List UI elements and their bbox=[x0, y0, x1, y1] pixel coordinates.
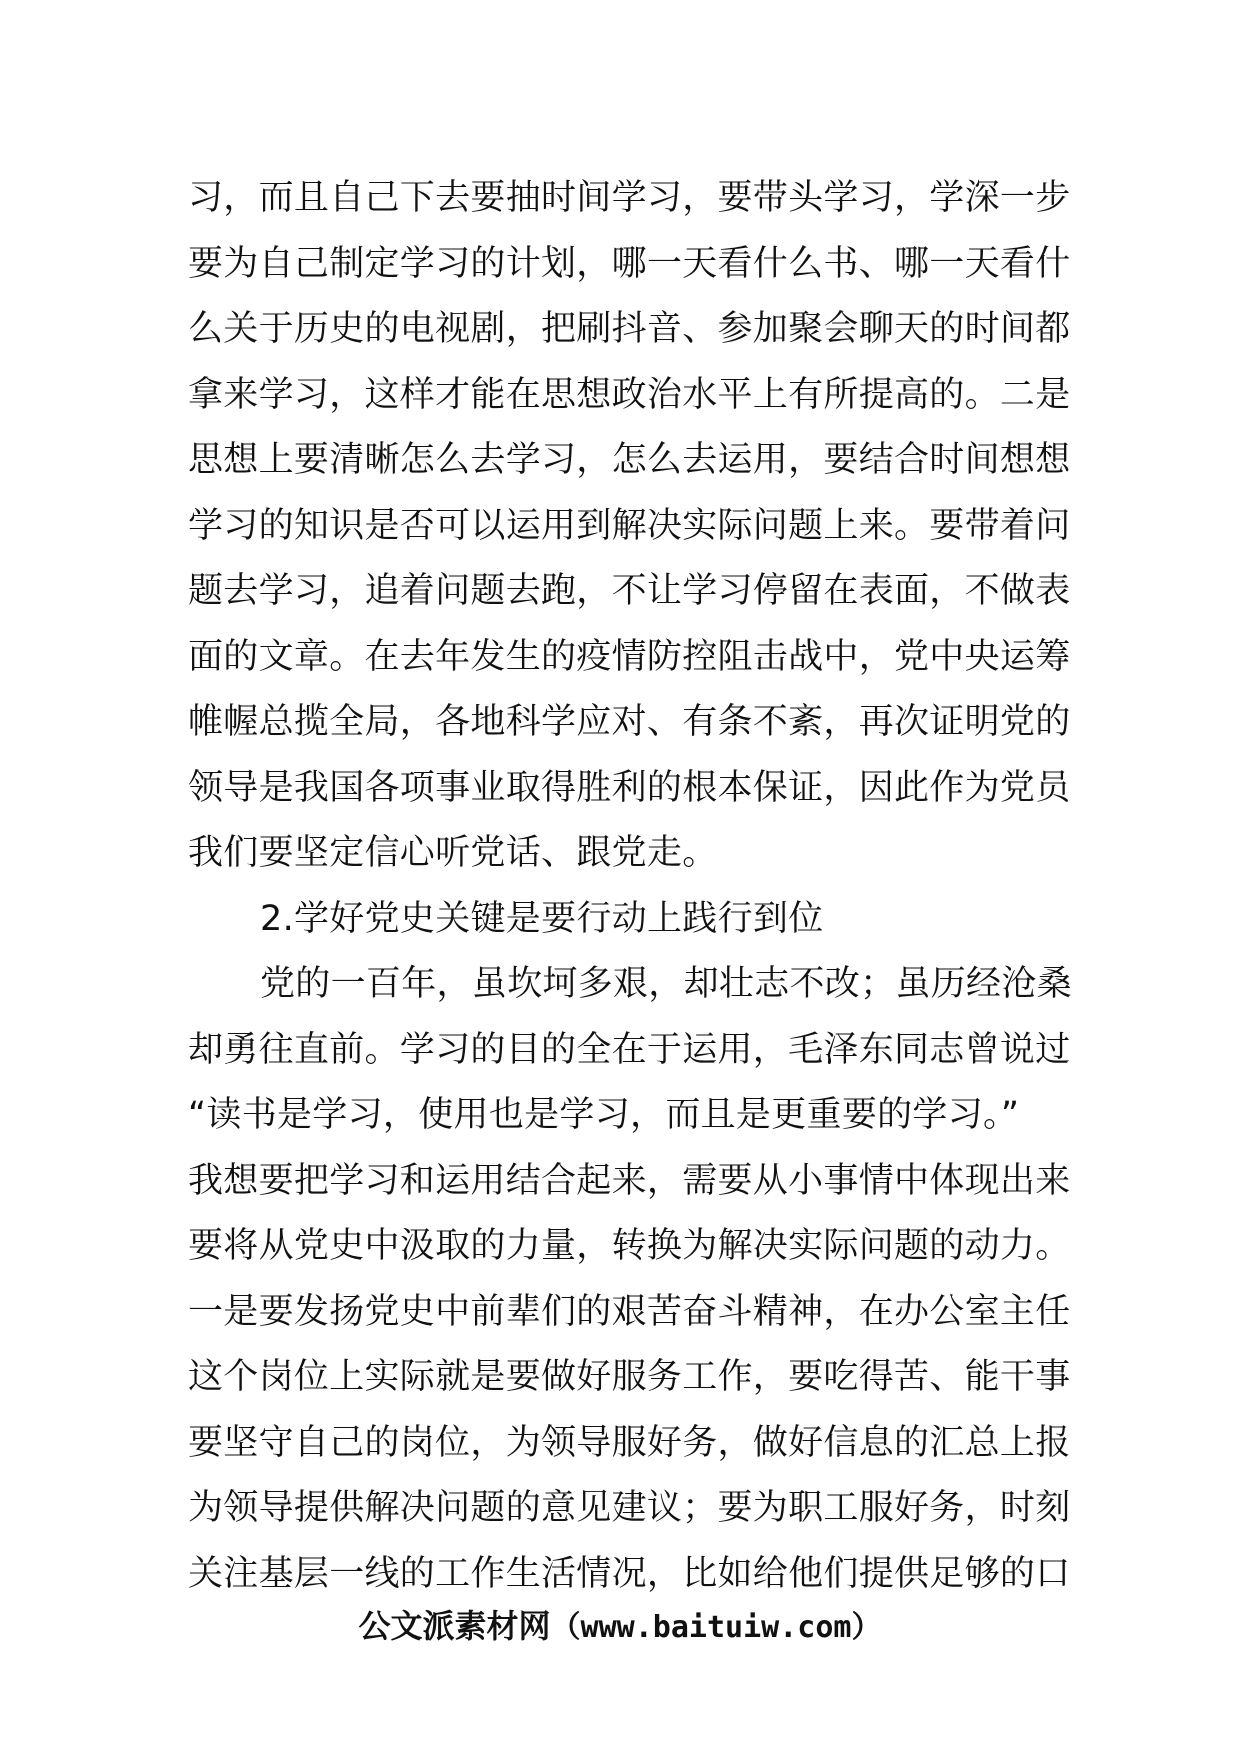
text-line: 拿来学习，这样才能在思想政治水平上有所提高的。二是 bbox=[188, 374, 1071, 415]
footer-site-name: 公文派素材网 bbox=[358, 1607, 551, 1645]
text-line: 却勇往直前。学习的目的全在于运用，毛泽东同志曾说过 bbox=[188, 1029, 1071, 1070]
text-line: 题去学习，追着问题去跑，不让学习停留在表面，不做表 bbox=[188, 571, 1071, 611]
text-line: 党的一百年，虽坎坷多艰，却壮志不改；虽历经沧桑 bbox=[260, 964, 1072, 1004]
text-line: 为领导提供解决问题的意见建议；要为职工服好务，时刻 bbox=[188, 1488, 1071, 1528]
text-line: 我想要把学习和运用结合起来，需要从小事情中体现出来 bbox=[188, 1160, 1071, 1201]
text-line: 关注基层一线的工作生活情况，比如给他们提供足够的口 bbox=[188, 1553, 1071, 1594]
text-line: 要坚守自己的岗位，为领导服好务，做好信息的汇总上报 bbox=[188, 1422, 1071, 1463]
text-line: “读书是学习，使用也是学习，而且是更重要的学习。” bbox=[188, 1095, 1020, 1135]
footer-url: （www.baituiw.com） bbox=[550, 1610, 882, 1645]
text-line: 一是要发扬党史中前辈们的艰苦奋斗精神，在办公室主任 bbox=[188, 1291, 1071, 1332]
body-text bbox=[188, 166, 1072, 1607]
text-line: 习，而且自己下去要抽时间学习，要带头学习，学深一步 bbox=[188, 178, 1071, 218]
text-line: 这个岗位上实际就是要做好服务工作，要吃得苦、能干事 bbox=[188, 1357, 1071, 1397]
page-footer bbox=[0, 1606, 1240, 1648]
text-line: 领导是我国各项事业取得胜利的根本保证，因此作为党员 bbox=[188, 767, 1071, 808]
section-heading: 2.学好党史关键是要行动上践行到位 bbox=[260, 898, 824, 939]
text-line: 思想上要清晰怎么去学习，怎么去运用，要结合时间想想 bbox=[188, 440, 1071, 480]
text-line: 么关于历史的电视剧，把刷抖音、参加聚会聊天的时间都 bbox=[188, 309, 1071, 349]
text-line: 面的文章。在去年发生的疫情防控阻击战中，党中央运筹 bbox=[188, 636, 1071, 677]
text-line: 帷幄总揽全局，各地科学应对、有条不紊，再次证明党的 bbox=[188, 702, 1071, 742]
text-line: 要将从党史中汲取的力量，转换为解决实际问题的动力。 bbox=[188, 1226, 1071, 1266]
text-line: 要为自己制定学习的计划，哪一天看什么书、哪一天看什 bbox=[188, 243, 1071, 284]
text-line: 我们要坚定信心听党话、跟党走。 bbox=[188, 833, 718, 873]
text-line: 学习的知识是否可以运用到解决实际问题上来。要带着问 bbox=[188, 505, 1071, 546]
